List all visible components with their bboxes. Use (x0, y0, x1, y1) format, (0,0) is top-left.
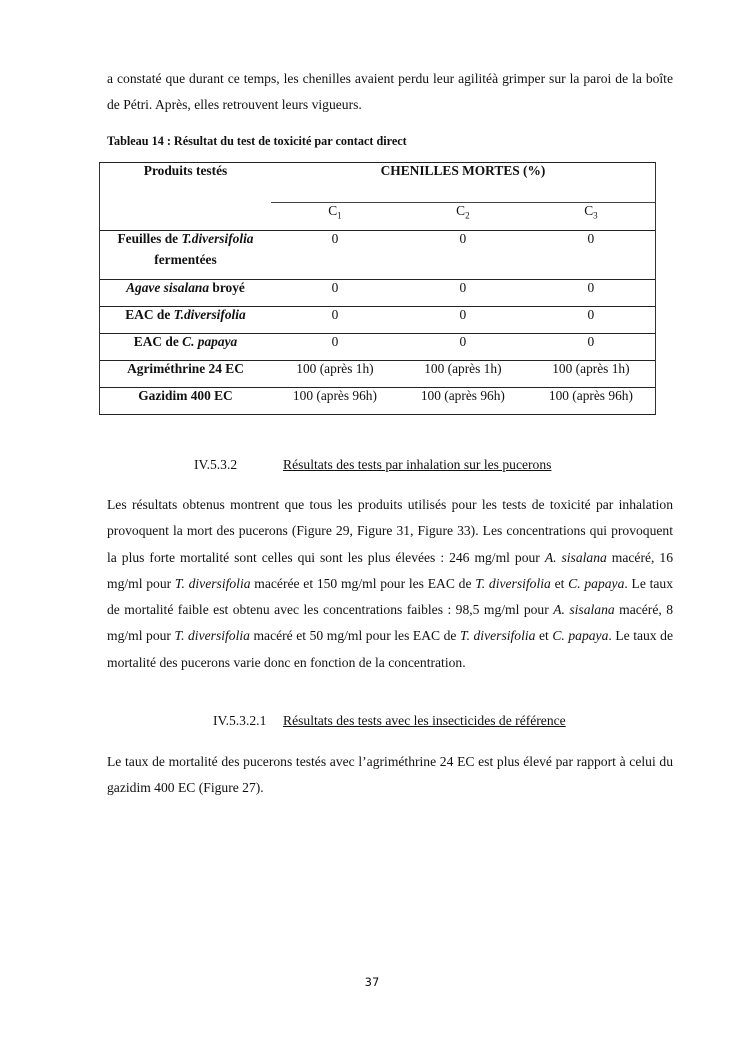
cell-value: 0 (527, 307, 656, 334)
cell-value: 100 (après 1h) (271, 361, 399, 388)
cell-value: 0 (399, 280, 527, 307)
paragraph-inhalation-results: Les résultats obtenus montrent que tous les produits utilisés pour les tests de toxicité par inhalation provoquent la mort des pucerons (Figure 29, Figure 31, Figure 33). Les concentrations qui provoquent la plus forte mortalité sont celles qui sont les plus élevées : 246 mg/ml pour A. sisalana macéré, 16 mg/ml pour T. diversifolia macérée et 150 mg/ml pour les EAC de T. diversifolia et C. papaya. Le taux de mortalité faible est obtenu avec les concentrations faibles : 98,5 mg/ml pour A. sisalana macéré, 8 mg/ml pour T. diversifolia macéré et 50 mg/ml pour les EAC de T. diversifolia et C. papaya. Le taux de mortalité des pucerons varie donc en fonction de la concentration. (107, 497, 673, 670)
section-heading-reference (213, 713, 566, 729)
header-group: CHENILLES MORTES (%) (271, 163, 656, 203)
cell-value: 100 (après 1h) (399, 361, 527, 388)
section-title: Résultats des tests avec les insecticides de référence (283, 713, 566, 728)
cell-value: 100 (après 1h) (527, 361, 656, 388)
cell-value: 100 (après 96h) (399, 388, 527, 415)
cell-value: 0 (271, 280, 399, 307)
section-heading-inhalation (194, 457, 551, 473)
sub-col-c3: $C_3$ (527, 203, 656, 231)
sub-col-c2: $C_2$ (399, 203, 527, 231)
cell-value: 0 (399, 307, 527, 334)
header-label: Produits testés (100, 163, 272, 231)
table-caption: Tableau 14 : Résultat du test de toxicité par contact direct (107, 134, 407, 148)
row-label: Feuilles de T.diversifolia fermentées (100, 231, 272, 280)
cell-value: 0 (527, 334, 656, 361)
paragraph-top: a constaté que durant ce temps, les chenilles avaient perdu leur agilitéà grimper sur la paroi de la boîte de Pétri. Après, elles retrouvent leurs vigueurs. (107, 71, 673, 113)
page-number: 37 (364, 975, 380, 989)
table-row (100, 388, 656, 415)
cell-value: 0 (271, 307, 399, 334)
cell-value: 100 (après 96h) (271, 388, 399, 415)
cell-value: 0 (527, 280, 656, 307)
toxicity-table (99, 162, 656, 415)
cell-value: 0 (527, 231, 656, 280)
cell-value: 0 (399, 231, 527, 280)
row-label: Agave sisalana broyé (100, 280, 272, 307)
table-row (100, 231, 656, 280)
cell-value: 100 (après 96h) (527, 388, 656, 415)
section-number: IV.5.3.2 (194, 457, 238, 472)
table-row (100, 307, 656, 334)
sub-col-c1: $C_1$ (271, 203, 399, 231)
table-row (100, 280, 656, 307)
cell-value: 0 (271, 231, 399, 280)
section-title: Résultats des tests par inhalation sur les pucerons (283, 457, 552, 472)
cell-value: 0 (399, 334, 527, 361)
row-label: Agriméthrine 24 EC (100, 361, 272, 388)
cell-value: 0 (271, 334, 399, 361)
table-row (100, 334, 656, 361)
row-label: Gazidim 400 EC (100, 388, 272, 415)
row-label: EAC de C. papaya (100, 334, 272, 361)
paragraph-reference-results: Le taux de mortalité des pucerons testés avec l’agriméthrine 24 EC est plus élevé par rapport à celui du gazidim 400 EC (Figure 27). (107, 754, 673, 796)
table-row (100, 361, 656, 388)
section-number: IV.5.3.2.1 (213, 713, 267, 728)
row-label: EAC de T.diversifolia (100, 307, 272, 334)
